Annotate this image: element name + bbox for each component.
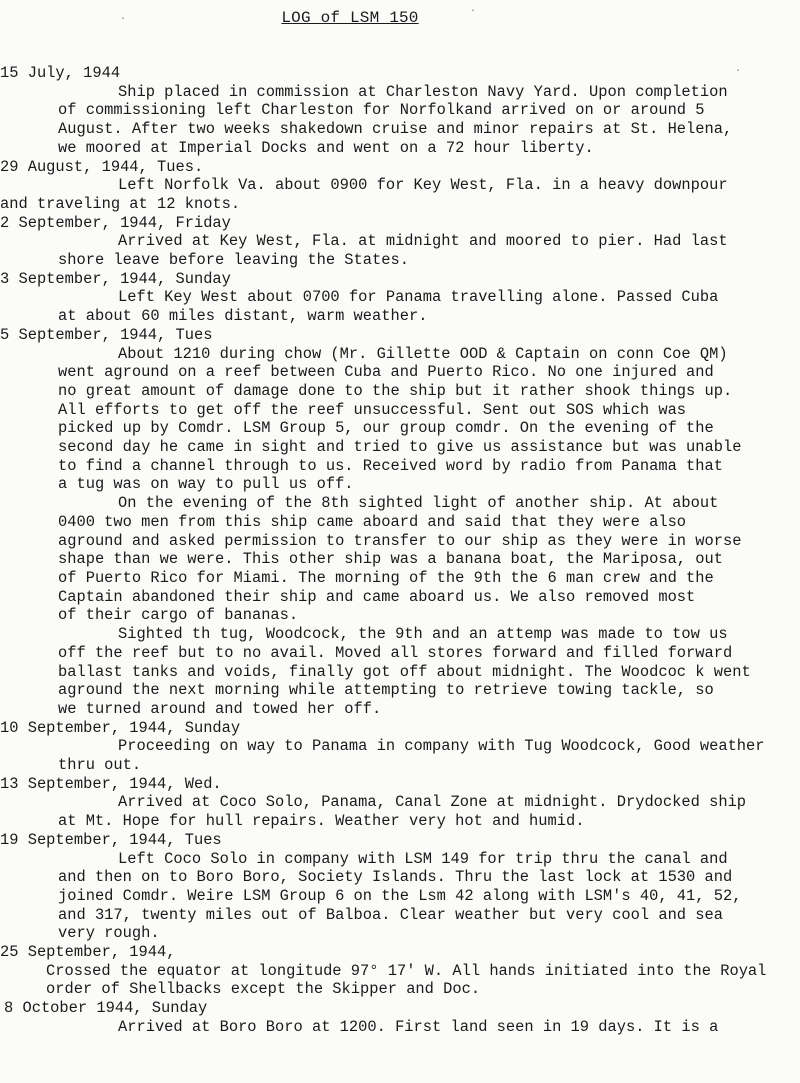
entry-date: 8 October 1944, Sunday [4,999,208,1018]
log-entry [0,326,800,719]
log-entry [0,719,800,775]
entry-text-line: Captain abandoned their ship and came aboard us. We also removed most [58,587,696,606]
entry-text-line: we moored at Imperial Docks and went on a 72 hour liberty. [58,138,594,157]
entry-text-line: and 317, twenty miles out of Balboa. Clear weather but very cool and sea [58,905,723,924]
entry-text-line: a tug was on way to pull us off. [58,475,354,494]
entry-text-line: Left Key West about 0700 for Panama travelling alone. Passed Cuba [118,288,719,307]
entry-date: 2 September, 1944, Friday [0,213,231,232]
entry-text-line: thru out. [58,756,142,775]
entry-text-line: About 1210 during chow (Mr. Gillette OOD & Captain on conn Coe QM) [118,344,728,363]
entry-text-line: Arrived at Key West, Fla. at midnight and moored to pier. Had last [118,232,728,251]
entry-text-line: shore leave before leaving the States. [58,251,409,270]
entry-text-line: and traveling at 12 knots. [0,194,241,213]
entry-text-line: Left Coco Solo in company with LSM 149 for trip thru the canal and [118,849,728,868]
entry-date: 5 September, 1944, Tues [0,325,213,344]
entry-text-line: very rough. [58,924,160,943]
entry-text-line: Crossed the equator at longitude 97° 17' W. All hands initiated into the Royal [46,961,767,980]
entry-text-line: On the evening of the 8th sighted light of another ship. At about [118,494,719,513]
entry-text-line: of Puerto Rico for Miami. The morning of the 9th the 6 man crew and the [58,568,714,587]
entry-text-line: aground the next morning while attempting to retrieve towing tackle, so [58,681,714,700]
scan-speck: · [470,6,477,17]
entry-date: 25 September, 1944, [0,943,176,962]
entry-text-line: aground and asked permission to transfer to our ship as they were in worse [58,531,742,550]
entry-text-line: order of Shellbacks except the Skipper and Doc. [46,980,481,999]
log-entry [0,270,800,326]
entry-text-line: and then on to Boro Boro, Society Islands. Thru the last lock at 1530 and [58,868,733,887]
entry-text-line: of their cargo of bananas. [58,606,299,625]
entry-text-line: Proceeding on way to Panama in company with Tug Woodcock, Good weather [118,737,765,756]
entry-text-line: Sighted th tug, Woodcock, the 9th and an attemp was made to tow us [118,625,728,644]
log-entries [0,64,800,1037]
scan-speck: · [120,14,127,25]
entry-text-line: to find a channel through to us. Received word by radio from Panama that [58,456,723,475]
entry-text-line: we turned around and towed her off. [58,699,382,718]
entry-text-line: shape than we were. This other ship was a banana boat, the Mariposa, out [58,550,723,569]
entry-date: 29 August, 1944, Tues. [0,157,204,176]
log-entry [0,214,800,270]
entry-text-line: Ship placed in commission at Charleston Navy Yard. Upon completion [118,82,728,101]
entry-text-line: August. After two weeks shakedown cruise and minor repairs at St. Helena, [58,120,733,139]
entry-date: 10 September, 1944, Sunday [0,718,241,737]
log-entry [0,831,800,943]
entry-text-line: joined Comdr. Weire LSM Group 6 on the Lsm 42 along with LSM's 40, 41, 52, [58,886,742,905]
log-entry [0,999,800,1036]
page-title: LOG of LSM 150 [281,9,419,27]
entry-text-line: ballast tanks and voids, finally got off about midnight. The Woodcoc k went [58,662,751,681]
entry-text-line: at Mt. Hope for hull repairs. Weather very hot and humid. [58,812,585,831]
entry-text-line: off the reef but to no avail. Moved all stores forward and filled forward [58,643,733,662]
log-entry [0,64,800,158]
entry-text-line: Arrived at Coco Solo, Panama, Canal Zone at midnight. Drydocked ship [118,793,747,812]
entry-text-line: second day he came in sight and tried to give us assistance but was unable [58,438,742,457]
entry-text-line: went aground on a reef between Cuba and Puerto Rico. No one injured and [58,363,714,382]
entry-text-line: no great amount of damage done to the ship but it rather shook things up. [58,381,733,400]
entry-date: 19 September, 1944, Tues [0,830,222,849]
entry-text-line: at about 60 miles distant, warm weather. [58,307,428,326]
entry-date: 3 September, 1944, Sunday [0,269,231,288]
log-entry [0,943,800,999]
entry-text-line: Arrived at Boro Boro at 1200. First land seen in 19 days. It is a [118,1017,719,1036]
entry-date: 15 July, 1944 [0,64,121,82]
entry-text-line: Left Norfolk Va. about 0900 for Key West, Fla. in a heavy downpour [118,176,728,195]
scan-speck: · [735,66,742,77]
entry-text-line: picked up by Comdr. LSM Group 5, our group comdr. On the evening of the [58,419,714,438]
entry-date: 13 September, 1944, Wed. [0,774,222,793]
log-entry [0,158,800,214]
entry-text-line: of commissioning left Charleston for Norfolkand arrived on or around 5 [58,101,705,120]
log-entry [0,775,800,831]
entry-text-line: 0400 two men from this ship came aboard and said that they were also [58,512,687,531]
entry-text-line: All efforts to get off the reef unsuccessful. Sent out SOS which was [58,400,687,419]
